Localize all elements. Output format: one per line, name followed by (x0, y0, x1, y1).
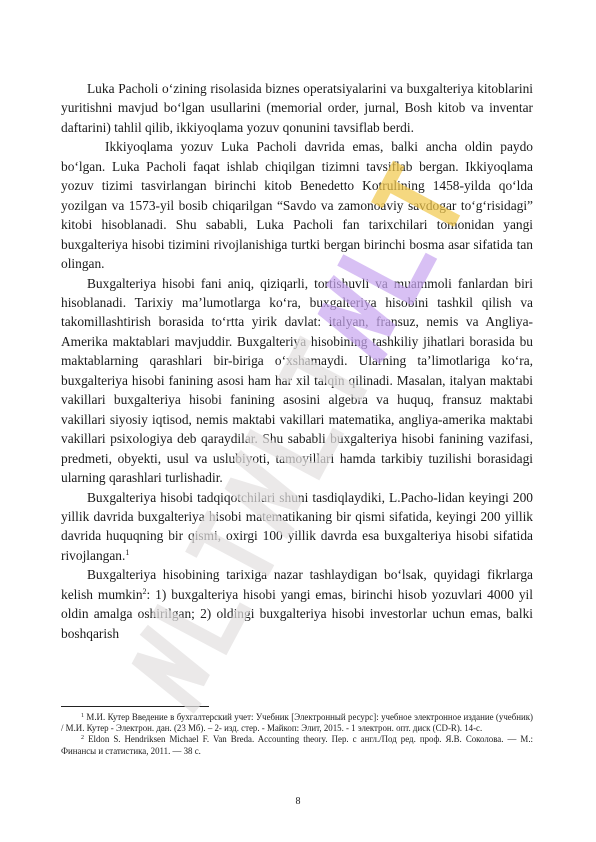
paragraph-text: : 1) buxgalteriya hisobi yangi emas, birinchi hisob yozuvlari 4000 yil oldin amalga oshirilgan; 2) oldingi buxgalteriya hisobi investorlar uchun emas, balki boshqarish (61, 586, 533, 641)
paragraph (61, 488, 533, 566)
footnote-ref: 2 (142, 586, 147, 596)
footnote-number: 2 (81, 735, 84, 742)
footnote-divider (61, 706, 209, 707)
footnote (61, 734, 533, 756)
paragraph-text: Buxgalteriya hisobining tarixiga nazar tashlaydigan bo‘lsak, quyidagi fikrlarga kelish mumkin (61, 567, 533, 602)
page-number: 8 (295, 796, 301, 807)
paragraph: Buxgalteriya hisobi fani aniq, qiziqarli, tortishuvli va muammoli fanlardan biri hisoblanadi. Tarixiy ma’lumotlarga ko‘ra, buxgalteriya hisobini tashkil qilish va takomillashtirish borasida to‘rtta yirik davlat: italyan, fransuz, nemis va Angliya-Amerika maktablari mavjuddir. Buxgalteriya hisobining tashkiliy jihatlari borasida bu maktablarning qarashlari bir-biriga o‘xshamaydi. Ularning ta’limotlariga ko‘ra, buxgalteriya hisobi fanining asosi ham har xil talqin qilinadi. Masalan, italyan maktabi vakillari buxgalteriya hisobi fanining asosini algebra va huquq, fransuz maktabi vakillari siyosiy iqtisod, nemis maktabi vakillari matematika, angliya-amerika maktabi vakillari psixologiya deb qaraydilar. Shu sababli buxgalteriya hisobi fanining vazifasi, predmeti, obyekti, usul va uslubiyoti, tamoyillari hamda tarkibiy tuzilishi borasidagi ularning qarashlari turlishadir. (61, 275, 533, 486)
footnotes (61, 712, 533, 757)
paragraph: Ikkiyoqlama yozuv Luka Pacholi davrida emas, balki ancha oldin paydo bo‘lgan. Luka Pacholi faqat ishlab chiqilgan tizimni tavsiflab bergan. Ikkiyoqlama yozuv tizimi tasvirlangan birinchi kitob Benedetto Kotrulining 1458-yilda qo‘lda yozilgan va 1573-yil bosib chiqarilgan “Savdo va zamonoaviy savdogar to‘g‘risidagi” kitobi hisoblanadi. Shu sababli, Luka Pacholi fan tarixchilari tomonidan yangi buxgalteriya hisobi tizimini rivojlanishiga turtki bergan birinchi bosma asar sifatida tan olingan. (61, 139, 533, 272)
footnote (61, 712, 533, 734)
paragraph-text: Buxgalteriya hisobi tadqiqotchilari shuni tasdiqlaydiki, L.Pacho-lidan keyingi 200 yillik davrida buxgalteriya hisobi matematikaning bir qismi sifatida, keyingi 200 yillik davrida huquqning bir qismi, oxirgi 100 yillik davrda esa buxgalteriya hisobi sifatida rivojlangan. (61, 489, 533, 563)
footnote-text: М.И. Кутер Введение в бухгалтерский учет: Учебник [Электронный ресурс]: учебное электронное издание (учебник) / М.И. Кутер - Электрон. дан. (23 Мб). – 2- изд. стер. - Майкоп: Элит, 2015. - 1 электрон. опт. диск (CD-R). 14-с. (61, 712, 534, 734)
watermark-glyph (129, 634, 212, 705)
watermark-stroke (129, 634, 212, 705)
body-text (61, 79, 533, 643)
paragraph: Luka Pacholi o‘zining risolasida biznes operatsiyalarini va buxgalteriya kitoblarini yuritishni mavjud bo‘lgan usullarini (memorial order, jurnal, Bosh kitob va inventar daftarini) tahlil qilib, ikkiyoqlama yozuv qonunini tavsiflab berdi. (61, 81, 533, 135)
footnote-text: Eldon S. Hendriksen Michael F. Van Breda. Accounting theory. Пер. с англ./Под ред. проф. Я.В. Соколова. — М.: Финансы и статистика, 2011. — 38 с. (61, 734, 534, 756)
footnote-number: 1 (81, 713, 84, 719)
footnote-ref: 1 (125, 547, 130, 557)
paragraph (61, 565, 533, 643)
